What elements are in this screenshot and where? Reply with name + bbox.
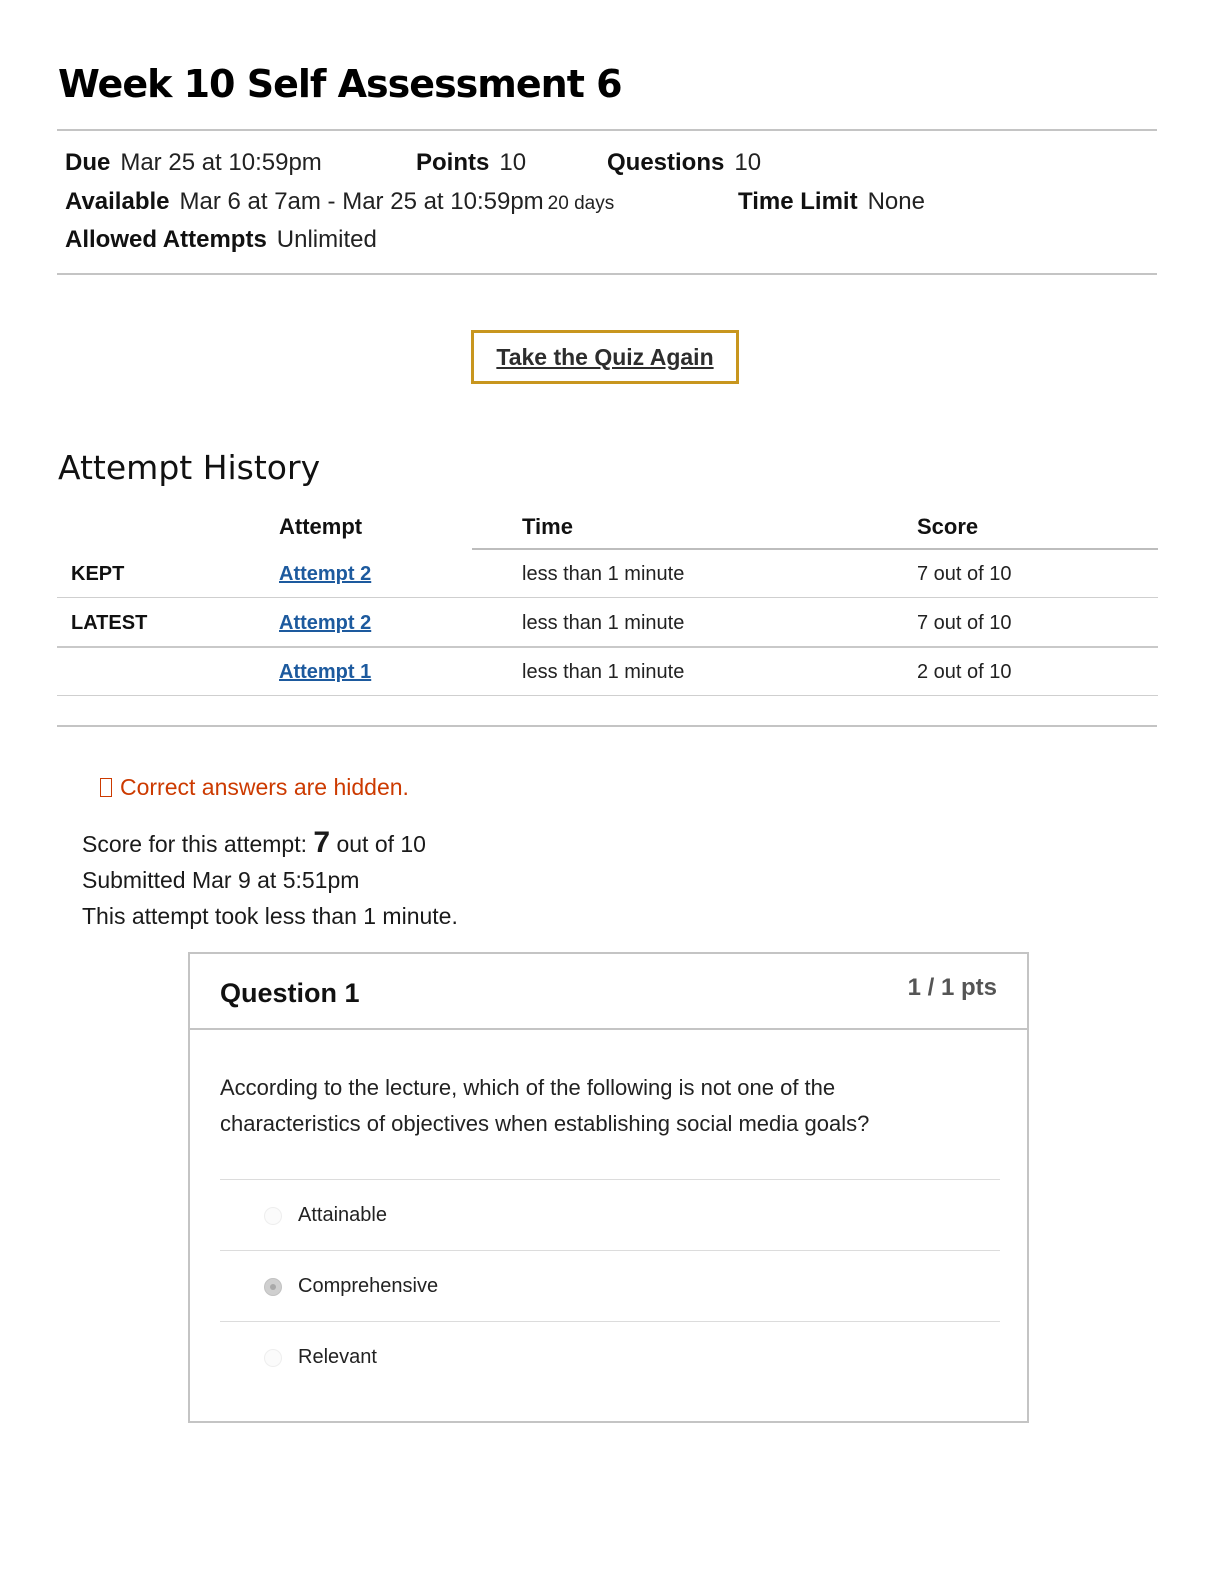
attempt-time: less than 1 minute — [522, 661, 685, 683]
points-value: 10 — [499, 149, 527, 176]
row-divider — [57, 695, 1158, 696]
submitted-time: Submitted Mar 9 at 5:51pm — [82, 867, 360, 893]
questions-label: Questions — [607, 149, 725, 176]
page-title: Week 10 Self Assessment 6 — [58, 62, 622, 106]
points-label: Points — [416, 149, 490, 176]
available-duration: 20 days — [547, 193, 615, 214]
attempt-link[interactable]: Attempt 2 — [279, 612, 372, 634]
attempt-link[interactable]: Attempt 2 — [279, 563, 372, 585]
option-label: Attainable — [298, 1204, 387, 1226]
attempt-score: 7 out of 10 — [917, 563, 1012, 585]
answer-option[interactable] — [264, 1204, 387, 1227]
available-label: Available — [65, 188, 170, 215]
points-detail — [416, 149, 526, 177]
score-value: 7 — [313, 826, 331, 859]
option-divider — [220, 1250, 1000, 1251]
due-label: Due — [65, 149, 111, 176]
row-divider — [57, 646, 1158, 648]
attempt-duration: This attempt took less than 1 minute. — [82, 903, 458, 929]
option-label: Comprehensive — [298, 1275, 439, 1297]
row-status-label: KEPT — [71, 563, 125, 585]
allowed-attempts-detail — [65, 226, 377, 254]
time-limit-label: Time Limit — [738, 188, 858, 215]
radio-button[interactable] — [264, 1207, 282, 1225]
attempt-score-line — [82, 826, 426, 860]
table-header-divider — [472, 548, 1158, 550]
column-header-score: Score — [917, 514, 979, 539]
score-suffix: out of 10 — [336, 831, 426, 857]
due-value: Mar 25 at 10:59pm — [120, 149, 322, 176]
question-points: 1 / 1 pts — [907, 974, 997, 1001]
question-card — [188, 952, 1029, 1423]
due-detail — [65, 149, 322, 177]
radio-button-selected[interactable] — [264, 1278, 282, 1296]
allowed-attempts-value: Unlimited — [276, 226, 377, 253]
column-header-attempt: Attempt — [279, 514, 363, 539]
take-quiz-again-button[interactable]: Take the Quiz Again — [471, 330, 739, 384]
allowed-attempts-label: Allowed Attempts — [65, 226, 267, 253]
questions-detail — [607, 149, 761, 177]
attempt-score: 2 out of 10 — [917, 661, 1012, 683]
time-limit-value: None — [867, 188, 925, 215]
notice-text: Correct answers are hidden. — [120, 774, 409, 800]
question-text: According to the lecture, which of the following is not one of the characteristics of objectives when establishing social media goals? — [220, 1075, 870, 1136]
option-divider — [220, 1179, 1000, 1180]
history-divider — [57, 725, 1157, 727]
question-header — [190, 954, 1027, 1030]
answer-option[interactable] — [264, 1346, 377, 1369]
attempt-time: less than 1 minute — [522, 612, 685, 634]
answer-option[interactable] — [264, 1275, 438, 1298]
row-divider — [57, 597, 1158, 598]
attempt-history-heading: Attempt History — [58, 448, 321, 487]
available-detail — [65, 188, 614, 216]
row-status-label: LATEST — [71, 612, 148, 634]
correct-answers-hidden-notice — [100, 774, 409, 801]
attempt-score: 7 out of 10 — [917, 612, 1012, 634]
option-divider — [220, 1321, 1000, 1322]
option-label: Relevant — [298, 1346, 377, 1368]
attempt-time: less than 1 minute — [522, 563, 685, 585]
column-header-time: Time — [522, 514, 573, 539]
score-prefix: Score for this attempt: — [82, 831, 307, 857]
question-title: Question 1 — [220, 978, 360, 1008]
radio-button[interactable] — [264, 1349, 282, 1367]
questions-value: 10 — [734, 149, 762, 176]
time-limit-detail — [738, 188, 925, 216]
attempt-link[interactable]: Attempt 1 — [279, 661, 372, 683]
warning-icon — [100, 778, 112, 797]
header-divider — [57, 129, 1157, 131]
details-divider — [57, 273, 1157, 275]
available-value: Mar 6 at 7am - Mar 25 at 10:59pm — [179, 188, 544, 215]
